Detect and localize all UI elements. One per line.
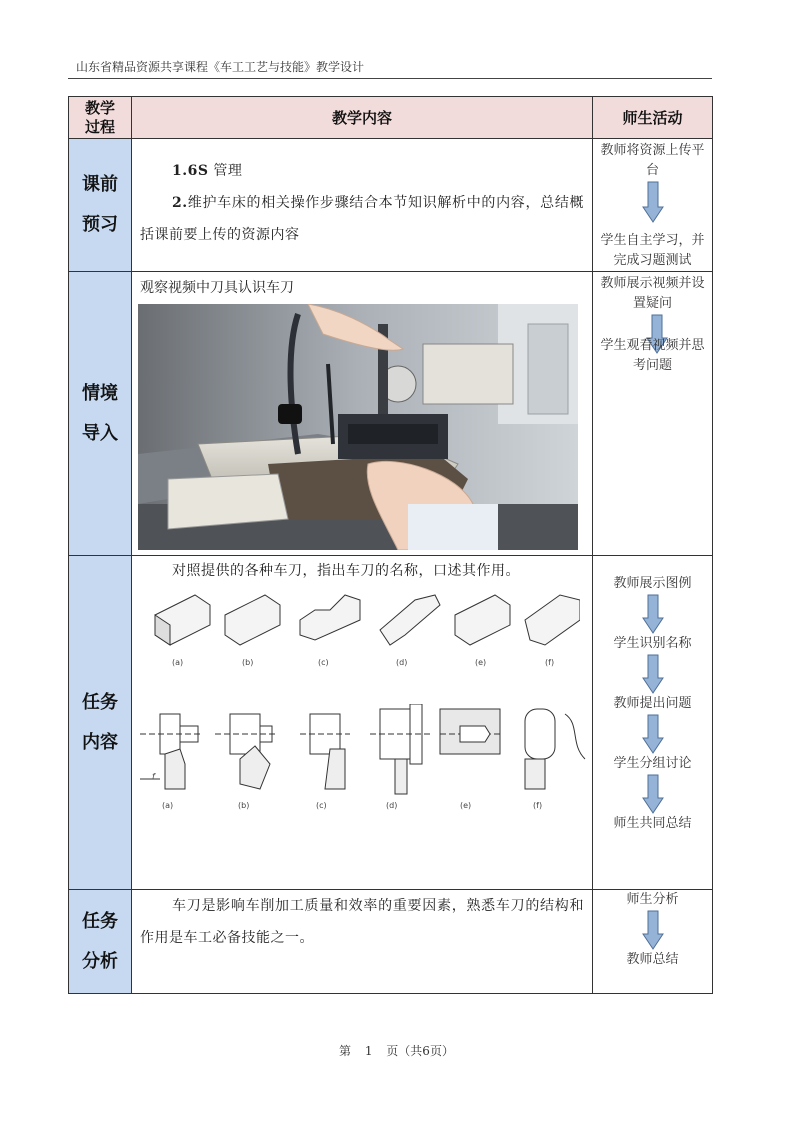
activity-text: 学生观看视频并思考问题 (600, 338, 705, 373)
operation-label: (b) (238, 801, 250, 810)
activity-text: 教师总结 (626, 952, 679, 967)
activity-cell (593, 890, 713, 994)
activity-text: 学生自主学习，并完成习题测试 (600, 233, 705, 268)
feed-symbol: f (152, 772, 155, 781)
tool-label: (b) (242, 658, 254, 667)
activity-text: 师生分析 (626, 892, 679, 907)
content-paragraph: 2.维护车床的相关操作步骤结合本节知识解析中的内容，总结概括课前要上传的资源内容 (140, 195, 584, 243)
activity-cell (593, 556, 713, 890)
content-paragraph: 对照提供的各种车刀，指出车刀的名称，口述其作用。 (172, 563, 520, 579)
stage-cell: 任务 分析 (69, 890, 132, 994)
operation-label: (e) (460, 801, 472, 810)
col-header-content: 教学内容 (132, 97, 593, 139)
col-header-activity: 师生活动 (593, 97, 713, 139)
flow-arrow-icon (642, 774, 664, 814)
activity-text: 教师提出问题 (613, 696, 692, 711)
stage-cell: 任务 内容 (69, 556, 132, 890)
tool-label: (c) (318, 658, 329, 667)
flow-arrow-icon (642, 594, 664, 634)
content-cell (132, 890, 593, 994)
content-cell (132, 272, 593, 556)
flow-arrow-icon (642, 654, 664, 694)
activity-text: 教师展示图例 (613, 576, 692, 591)
tool-label: (d) (396, 658, 408, 667)
flow-arrow-icon (642, 181, 664, 223)
content-cell (132, 139, 593, 272)
activity-cell (593, 272, 713, 556)
flow-arrow-icon (642, 714, 664, 754)
table-row (69, 139, 713, 272)
page-footer: 第 1 页（共6页） (339, 1044, 454, 1058)
header-rule (68, 78, 712, 79)
document-header: 山东省精品资源共享课程《车工工艺与技能》教学设计 (76, 60, 365, 74)
operation-label: (c) (316, 801, 327, 810)
content-cell (132, 556, 593, 890)
lesson-table (68, 96, 713, 994)
activity-text: 学生识别名称 (613, 636, 692, 651)
activity-text: 教师展示视频并设置疑问 (600, 276, 705, 311)
tool-label: (f) (545, 658, 555, 667)
turning-operations-illustration (140, 704, 590, 814)
tool-types-illustration (140, 590, 580, 670)
video-caption: 观察视频中刀具认识车刀 (140, 280, 294, 296)
flow-arrow-icon (642, 910, 664, 950)
activity-text: 师生共同总结 (613, 816, 692, 831)
table-row (69, 890, 713, 994)
stage-cell: 情境 导入 (69, 272, 132, 556)
operation-label: (d) (386, 801, 398, 810)
activity-text: 学生分组讨论 (613, 756, 692, 771)
tool-label: (a) (172, 658, 184, 667)
operation-label: (f) (533, 801, 543, 810)
table-row (69, 272, 713, 556)
operation-label: (a) (162, 801, 174, 810)
activity-cell (593, 139, 713, 272)
table-header-row (69, 97, 713, 139)
tool-label: (e) (475, 658, 487, 667)
content-paragraph: 1.6S 管理 (172, 163, 243, 179)
lathe-video-image (138, 304, 578, 550)
activity-text: 教师将资源上传平台 (600, 143, 705, 178)
content-paragraph: 车刀是影响车削加工质量和效率的重要因素，熟悉车刀的结构和作用是车工必备技能之一。 (140, 898, 584, 946)
table-row (69, 556, 713, 890)
stage-cell: 课前 预习 (69, 139, 132, 272)
col-header-process: 教学 过程 (69, 97, 132, 139)
